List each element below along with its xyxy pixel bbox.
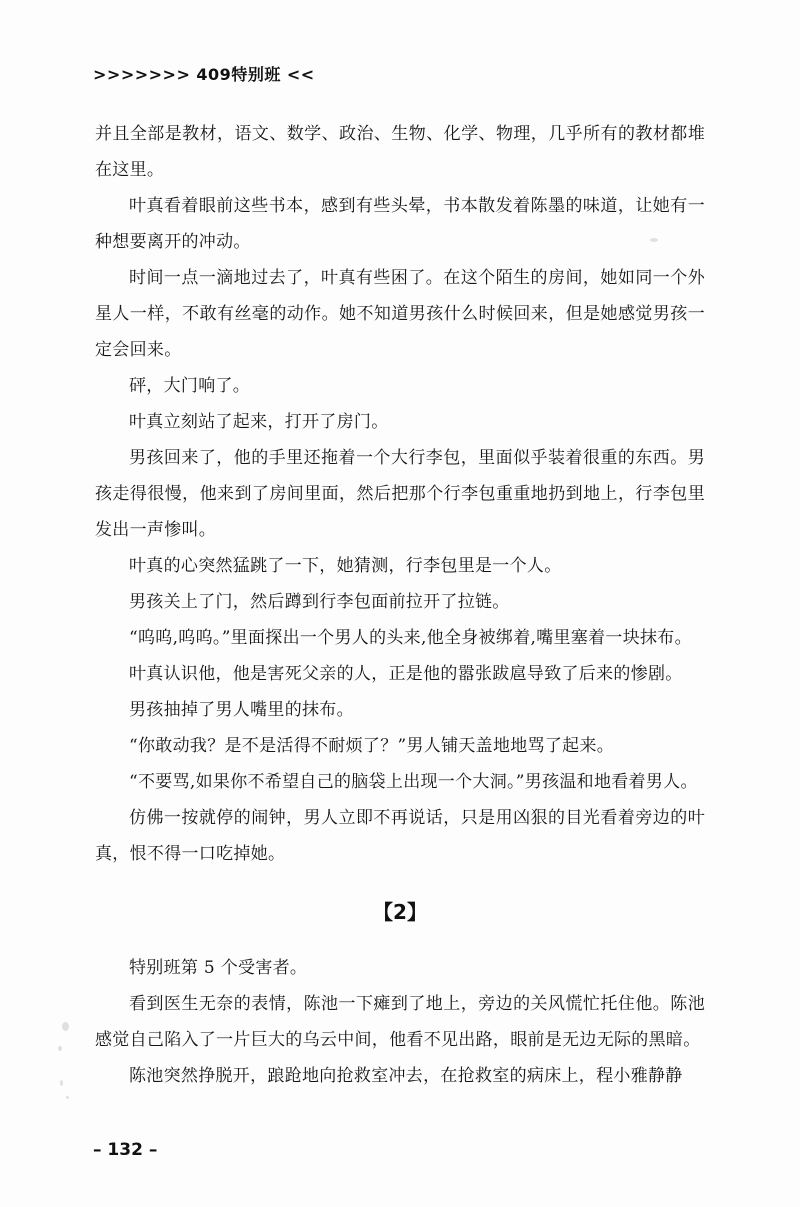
paragraph: 时间一点一滴地过去了，叶真有些困了。在这个陌生的房间，她如同一个外星人一样，不敢有丝毫的动作。她不知道男孩什么时候回来，但是她感觉男孩一定会回来。: [95, 268, 705, 360]
scan-speck: [60, 1080, 63, 1086]
scan-speck: [58, 1046, 62, 1051]
paragraph: 并且全部是教材，语文、数学、政治、生物、化学、物理，几乎所有的教材都堆在这里。: [95, 124, 705, 180]
scan-speck: [650, 238, 658, 242]
paragraph: 特别班第 5 个受害者。: [129, 958, 308, 978]
paragraph: 男孩抽掉了男人嘴里的抹布。: [129, 700, 354, 720]
scan-speck: [66, 1096, 69, 1099]
paragraph: “你敢动我？是不是活得不耐烦了？”男人铺天盖地地骂了起来。: [129, 736, 615, 756]
running-header: >>>>>>> 409特别班 <<: [93, 65, 315, 84]
paragraph: 仿佛一按就停的闹钟，男人立即不再说话，只是用凶狠的目光看着旁边的叶真，恨不得一口吃掉她。: [95, 808, 705, 864]
paragraph: 叶真立刻站了起来，打开了房门。: [129, 412, 389, 432]
paragraph: “呜呜,呜呜。”里面探出一个男人的头来,他全身被绑着,嘴里塞着一块抹布。: [129, 628, 692, 648]
paragraph: 叶真的心突然猛跳了一下，她猜测，行李包里是一个人。: [129, 556, 562, 576]
paragraph: 男孩关上了门，然后蹲到行李包面前拉开了拉链。: [129, 592, 510, 612]
paragraph: 砰，大门响了。: [129, 376, 251, 396]
page-number: – 132 –: [93, 1140, 158, 1160]
body-text-lower: [95, 950, 705, 1094]
paragraph: “不要骂,如果你不希望自己的脑袋上出现一个大洞。”男孩温和地看着男人。: [129, 772, 698, 792]
section-heading: 【2】: [373, 900, 427, 924]
paragraph: 叶真看着眼前这些书本，感到有些头晕，书本散发着陈墨的味道，让她有一种想要离开的冲动。: [95, 196, 705, 252]
paragraph: 男孩回来了，他的手里还拖着一个大行李包，里面似乎装着很重的东西。男孩走得很慢，他来到了房间里面，然后把那个行李包重重地扔到地上，行李包里发出一声惨叫。: [95, 448, 705, 540]
body-text-upper: [95, 116, 705, 872]
paragraph: 看到医生无奈的表情，陈池一下瘫到了地上，旁边的关风慌忙托住他。陈池感觉自己陷入了一片巨大的乌云中间，他看不见出路，眼前是无边无际的黑暗。: [95, 994, 705, 1050]
paragraph: 叶真认识他，他是害死父亲的人，正是他的嚣张跋扈导致了后来的惨剧。: [129, 664, 683, 684]
scan-speck: [62, 1022, 69, 1031]
paragraph: 陈池突然挣脱开，踉跄地向抢救室冲去，在抢救室的病床上，程小雅静静: [129, 1066, 683, 1086]
